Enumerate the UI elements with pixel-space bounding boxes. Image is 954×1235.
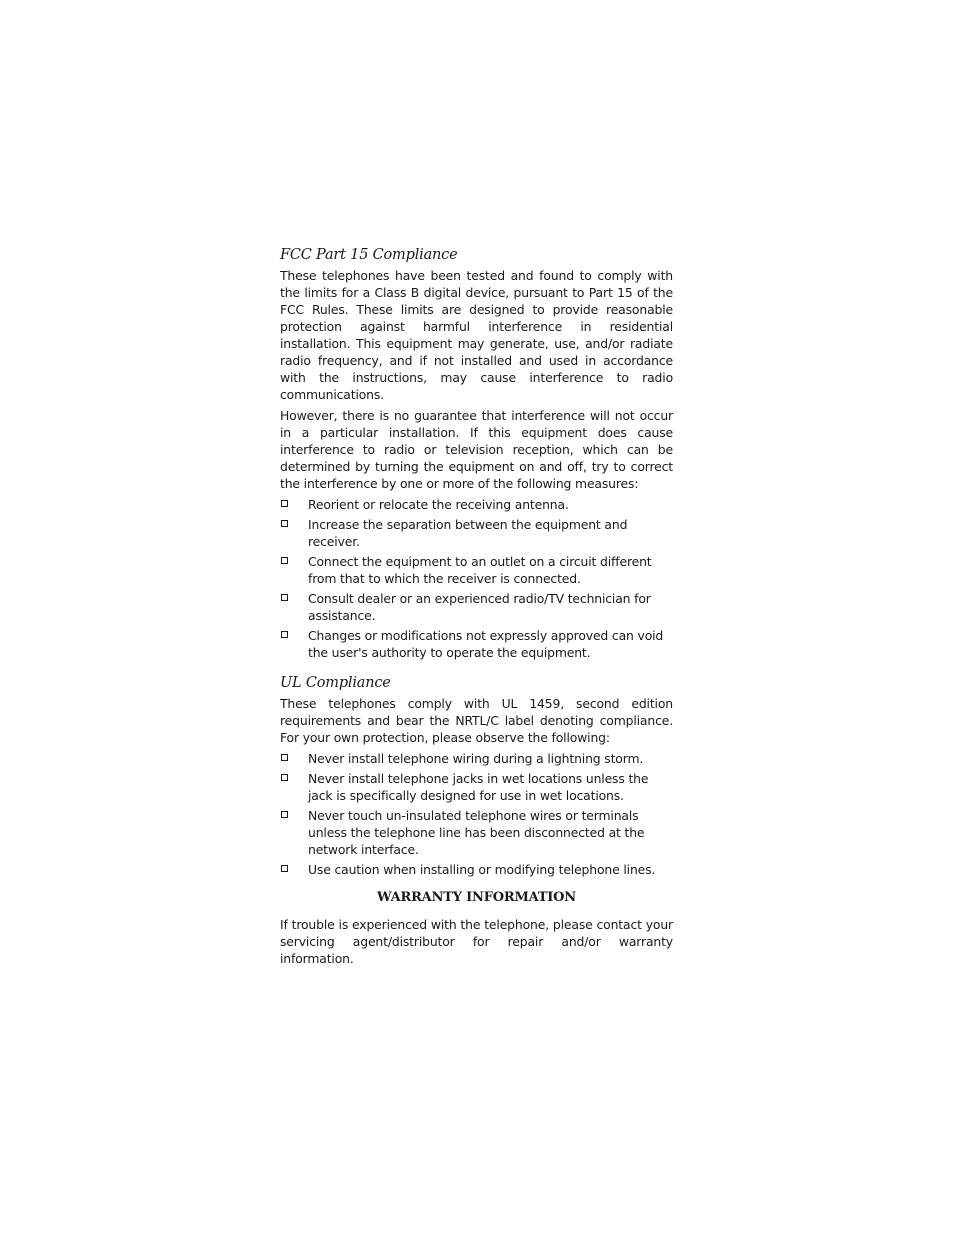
warranty-paragraph: If trouble is experienced with the telephone, please contact your servicing agent/distributor for repair and/or warranty information. bbox=[280, 917, 673, 966]
list-item bbox=[280, 627, 673, 661]
ul-paragraph: These telephones comply with UL 1459, second edition requirements and bear the NRTL/C label denoting compliance. For your own protection, please observe the following: bbox=[280, 696, 673, 745]
list-item-text: Never install telephone wiring during a lightning storm. bbox=[308, 751, 644, 766]
fcc-heading: FCC Part 15 Compliance bbox=[280, 247, 458, 263]
checkbox-square-icon bbox=[281, 594, 288, 601]
checkbox-square-icon bbox=[281, 557, 288, 564]
list-item bbox=[280, 807, 673, 858]
ul-heading: UL Compliance bbox=[280, 675, 391, 691]
list-item-text: Use caution when installing or modifying telephone lines. bbox=[308, 862, 656, 877]
list-item-text: Increase the separation between the equipment and receiver. bbox=[308, 517, 628, 549]
checkbox-square-icon bbox=[281, 500, 288, 507]
list-item-text: Never install telephone jacks in wet locations unless the jack is specifically designed for use in wet locations. bbox=[308, 771, 649, 803]
list-item bbox=[280, 496, 673, 513]
list-item-text: Consult dealer or an experienced radio/TV technician for assistance. bbox=[308, 591, 651, 623]
checkbox-square-icon bbox=[281, 520, 288, 527]
document-page bbox=[280, 245, 673, 971]
fcc-measures-list bbox=[280, 496, 673, 661]
list-item bbox=[280, 516, 673, 550]
list-item-text: Changes or modifications not expressly approved can void the user's authority to operate the equipment. bbox=[308, 628, 664, 660]
list-item-text: Connect the equipment to an outlet on a circuit different from that to which the receiver is connected. bbox=[308, 554, 652, 586]
checkbox-square-icon bbox=[281, 754, 288, 761]
list-item bbox=[280, 590, 673, 624]
list-item bbox=[280, 770, 673, 804]
checkbox-square-icon bbox=[281, 631, 288, 638]
fcc-paragraph-1: These telephones have been tested and found to comply with the limits for a Class B digital device, pursuant to Part 15 of the FCC Rules. These limits are designed to provide reasonable protection against harmful interference in residential installation. This equipment may generate, use, and/or radiate radio frequency, and if not installed and used in accordance with the instructions, may cause interference to radio communications. bbox=[280, 268, 673, 402]
list-item-text: Never touch un-insulated telephone wires or terminals unless the telephone line has been disconnected at the network interface. bbox=[308, 808, 645, 857]
ul-precautions-list bbox=[280, 750, 673, 878]
list-item bbox=[280, 553, 673, 587]
list-item bbox=[280, 861, 673, 878]
list-item bbox=[280, 750, 673, 767]
checkbox-square-icon bbox=[281, 774, 288, 781]
fcc-paragraph-2: However, there is no guarantee that interference will not occur in a particular installation. If this equipment does cause interference to radio or television reception, which can be determined by turning the equipment on and off, try to correct the interference by one or more of the following measures: bbox=[280, 408, 673, 491]
list-item-text: Reorient or relocate the receiving antenna. bbox=[308, 497, 569, 512]
warranty-heading: WARRANTY INFORMATION bbox=[377, 890, 576, 905]
checkbox-square-icon bbox=[281, 865, 288, 872]
checkbox-square-icon bbox=[281, 811, 288, 818]
